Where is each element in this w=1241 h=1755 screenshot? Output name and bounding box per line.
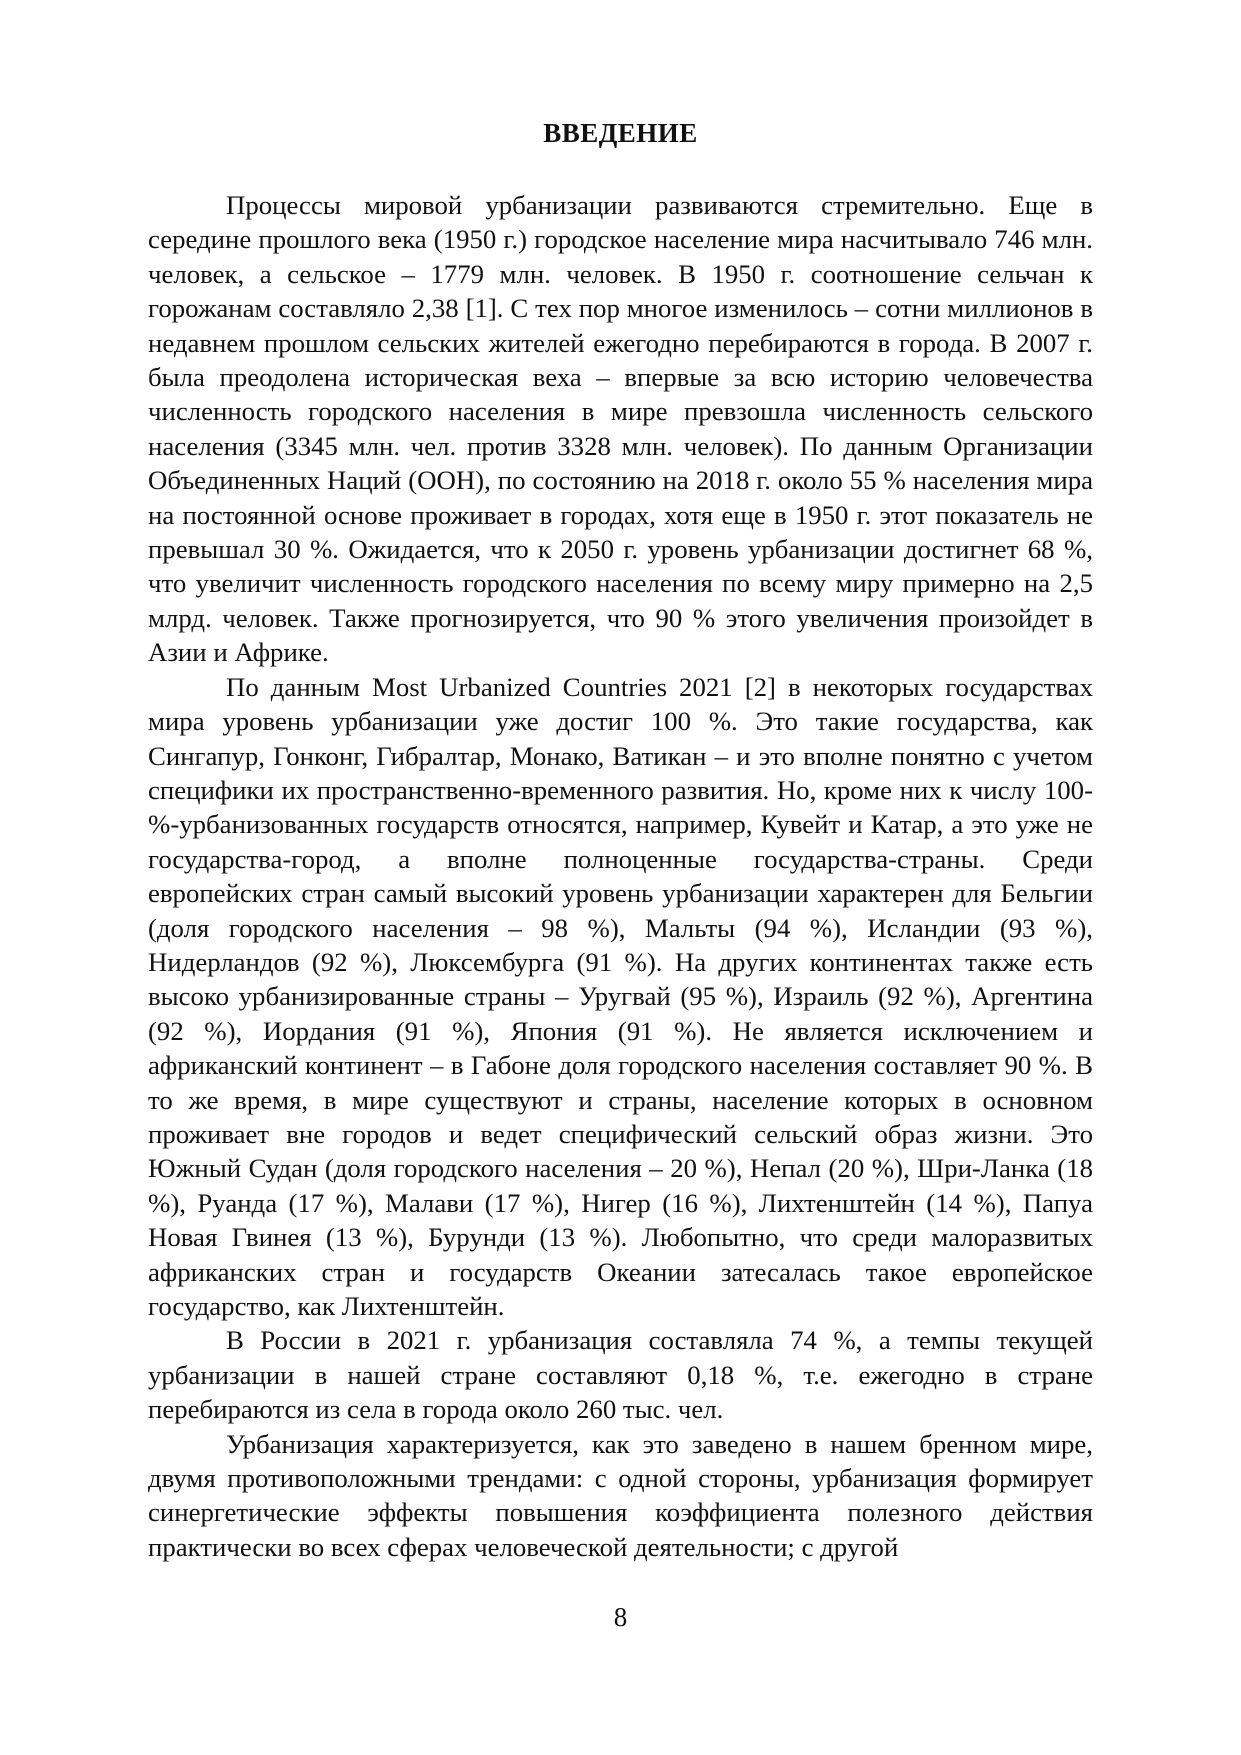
paragraph-4: Урбанизация характеризуется, как это заведено в нашем бренном мире, двумя противоположными трендами: с одной стороны, урбанизация формирует синергетические эффекты повышения коэффициента полезного действия практически во всех сферах человеческой деятельности; с другой — [148, 1428, 1093, 1562]
paragraph-2: По данным Most Urbanized Countries 2021 [2] в некоторых государствах мира уровень урбанизации уже достиг 100 %. Это такие государства, как Сингапур, Гонконг, Гибралтар, Монако, Ватикан – и это вполне понятно с учетом специфики их пространственно-временного развития. Но, кроме них к числу 100-%-урбанизованных государств относятся, например, Кувейт и Катар, а это уже не государства-город, а вполне полноценные государства-страны. Среди европейских стран самый высокий уровень урбанизации характерен для Бельгии (доля городского населения – 98 %), Мальты (94 %), Исландии (93 %), Нидерландов (92 %), Люксембурга (91 %). На других континентах также есть высоко урбанизированные страны – Уругвай (95 %), Израиль (92 %), Аргентина (92 %), Иордания (91 %), Япония (91 %). Не является исключением и африканский континент – в Габоне доля городского населения составляет 90 %. В то же время, в мире существуют и страны, население которых в основном проживает вне городов и ведет специфический сельский образ жизни. Это Южный Судан (доля городского населения – 20 %), Непал (20 %), Шри-Ланка (18 %), Руанда (17 %), Малави (17 %), Нигер (16 %), Лихтенштейн (14 %), Папуа Новая Гвинея (13 %), Бурунди (13 %). Любопытно, что среди малоразвитых африканских стран и государств Океании затесалась такое европейское государство, как Лихтенштейн. — [148, 671, 1093, 1321]
paragraph-1: Процессы мировой урбанизации развиваются стремительно. Еще в середине прошлого века (1950 г.) городское население мира насчитывало 746 млн. человек, а сельское – 1779 млн. человек. В 1950 г. соотношение сельчан к горожанам составляло 2,38 [1]. С тех пор многое изменилось – сотни миллионов в недавнем прошлом сельских жителей ежегодно перебираются в города. В 2007 г. была преодолена историческая веха – впервые за всю историю человечества численность городского населения в мире превзошла численность сельского населения (3345 млн. чел. против 3328 млн. человек). По данным Организации Объединенных Наций (ООН), по состоянию на 2018 г. около 55 % населения мира на постоянной основе проживает в городах, хотя еще в 1950 г. этот показатель не превышал 30 %. Ожидается, что к 2050 г. уровень урбанизации достигнет 68 %, что увеличит численность городского населения по всему миру примерно на 2,5 млрд. человек. Также прогнозируется, что 90 % этого увеличения произойдет в Азии и Африке. — [148, 190, 1093, 668]
page-number: 8 — [613, 1602, 628, 1632]
body-text — [148, 188, 1093, 1564]
section-title: ВВЕДЕНИЕ — [543, 118, 698, 148]
paragraph-3: В России в 2021 г. урбанизация составляла 74 %, а темпы текущей урбанизации в нашей стране составляют 0,18 %, т.е. ежегодно в стране перебираются из села в города около 260 тыс. чел. — [148, 1325, 1093, 1425]
